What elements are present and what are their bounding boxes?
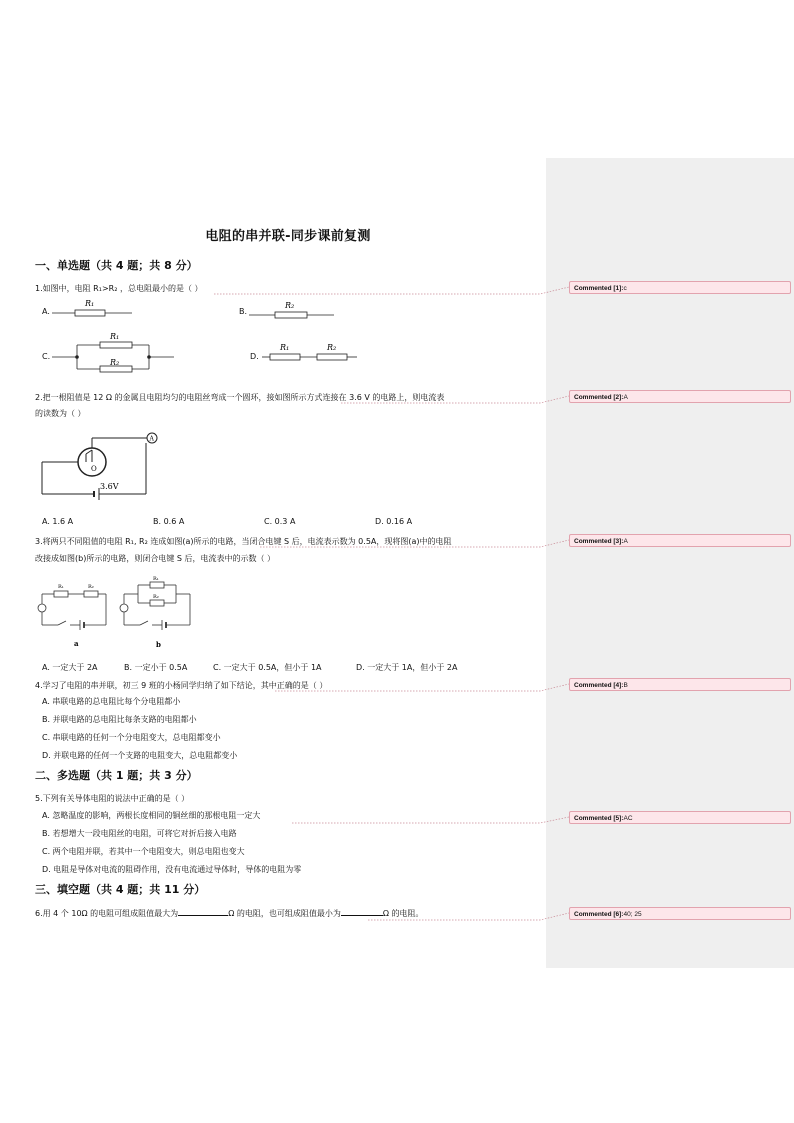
- q1-c-r2-label: R₂: [110, 358, 120, 367]
- section-single-choice: 一、单选题（共 4 题；共 8 分）: [35, 259, 198, 272]
- q1-circuit-c: [52, 333, 182, 378]
- q4-choice-c[interactable]: C. 串联电路的任何一个分电阻变大，总电阻都变小: [42, 733, 221, 742]
- q2-choice-a[interactable]: A. 1.6 A: [42, 517, 74, 526]
- q6-blank-2[interactable]: [341, 906, 383, 916]
- q3-choice-b[interactable]: B. 一定小于 0.5A: [124, 663, 188, 672]
- q5-choice-a[interactable]: A. 忽略温度的影响，两根长度相同的铜丝细的那根电阻一定大: [42, 811, 261, 820]
- svg-text:R₂: R₂: [153, 594, 159, 600]
- comment-4[interactable]: Commented [4]:B: [569, 678, 791, 691]
- q6-part1: 6.用 4 个 10Ω 的电阻可组成阻值最大为: [35, 909, 179, 918]
- question-5-stem: 5.下列有关导体电阻的说法中正确的是（ ）: [35, 794, 190, 803]
- q1-option-c[interactable]: C.: [42, 352, 51, 361]
- svg-text:R₂: R₂: [88, 584, 94, 590]
- q3-fig-b-label: b: [156, 640, 161, 649]
- q6-part2: Ω 的电阻，也可组成阻值最小为: [228, 909, 341, 918]
- q2-point-o: O: [91, 465, 97, 473]
- connector-1: [214, 287, 569, 294]
- comment-5[interactable]: Commented [5]:AC: [569, 811, 791, 824]
- question-6: [35, 905, 424, 922]
- q1-option-a[interactable]: A.: [42, 307, 50, 316]
- q5-choice-d[interactable]: D. 电阻是导体对电流的阻碍作用，没有电流通过导体时，导体的电阻为零: [42, 865, 302, 874]
- q3-fig-a-label: a: [74, 639, 79, 648]
- q3-choice-c[interactable]: C. 一定大于 0.5A，但小于 1A: [213, 663, 322, 672]
- q5-choice-b[interactable]: B. 若想增大一段电阻丝的电阻，可将它对折后接入电路: [42, 829, 237, 838]
- q1-option-b[interactable]: B.: [239, 307, 248, 316]
- q2-ring-circuit: [42, 432, 172, 502]
- svg-text:R₁: R₁: [58, 584, 64, 590]
- q1-c-r1-label: R₁: [110, 332, 120, 341]
- question-4-stem: 4.学习了电阻的串并联，初三 9 班的小杨同学归纳了如下结论，其中正确的是（ ）: [35, 681, 328, 690]
- q2-choice-d[interactable]: D. 0.16 A: [375, 517, 413, 526]
- comment-6[interactable]: Commented [6]:40; 25: [569, 907, 791, 920]
- q1-circuit-b: [249, 300, 349, 320]
- q4-choice-d[interactable]: D. 并联电路的任何一个支路的电阻变大，总电阻都变小: [42, 751, 238, 760]
- q1-d-r1-label: R₁: [280, 343, 290, 352]
- q1-b-r2-label: R₂: [285, 301, 295, 310]
- q1-a-r1-label: R₁: [85, 299, 95, 308]
- q3-circuit-b: [118, 575, 198, 649]
- q3-choice-a[interactable]: A. 一定大于 2A: [42, 663, 98, 672]
- q1-option-d[interactable]: D.: [250, 352, 259, 361]
- q3-circuit-a: [36, 580, 116, 650]
- question-3-line2: 改接成如图(b)所示的电路，则闭合电键 S 后，电流表中的示数（ ）: [35, 554, 276, 563]
- svg-text:R₁: R₁: [153, 576, 159, 582]
- comment-2[interactable]: Commented [2]:A: [569, 390, 791, 403]
- q2-choice-c[interactable]: C. 0.3 A: [264, 517, 296, 526]
- q4-choice-a[interactable]: A. 串联电路的总电阻比每个分电阻都小: [42, 697, 181, 706]
- q4-choice-b[interactable]: B. 并联电路的总电阻比每条支路的电阻都小: [42, 715, 197, 724]
- comment-3[interactable]: Commented [3]:A: [569, 534, 791, 547]
- question-2-line2: 的读数为（ ）: [35, 409, 86, 418]
- question-3-line1: 3.将两只不同阻值的电阻 R₁, R₂ 连成如图(a)所示的电路，当闭合电键 S 后，电流表示数为 0.5A，现将图(a)中的电阻: [35, 537, 452, 546]
- connector-5: [292, 817, 569, 823]
- q3-choice-d[interactable]: D. 一定大于 1A，但小于 2A: [356, 663, 458, 672]
- q6-blank-1[interactable]: [178, 906, 228, 916]
- comment-1[interactable]: Commented [1]:c: [569, 281, 791, 294]
- question-2-line1: 2.把一根阻值是 12 Ω 的金属且电阻均匀的电阻丝弯成一个圆环，接如图所示方式连接在 3.6 V 的电路上，则电流表: [35, 393, 445, 402]
- page-title: 电阻的串并联-同步课前复测: [205, 229, 371, 244]
- q2-ammeter-label: A: [149, 435, 154, 443]
- q1-d-r2-label: R₂: [327, 343, 337, 352]
- q5-choice-c[interactable]: C. 两个电阻并联，若其中一个电阻变大，则总电阻也变大: [42, 847, 245, 856]
- q2-choice-b[interactable]: B. 0.6 A: [153, 517, 185, 526]
- q2-battery-label: 3.6V: [100, 482, 119, 491]
- question-1-stem: 1.如图中，电阻 R₁>R₂ ，总电阻最小的是（ ）: [35, 284, 203, 293]
- section-multi-choice: 二、多选题（共 1 题；共 3 分）: [35, 769, 198, 782]
- q1-circuit-a: [52, 298, 152, 318]
- q1-circuit-d: [262, 343, 382, 365]
- q6-part3: Ω 的电阻。: [382, 909, 424, 918]
- section-fill-blank: 三、填空题（共 4 题；共 11 分）: [35, 883, 206, 896]
